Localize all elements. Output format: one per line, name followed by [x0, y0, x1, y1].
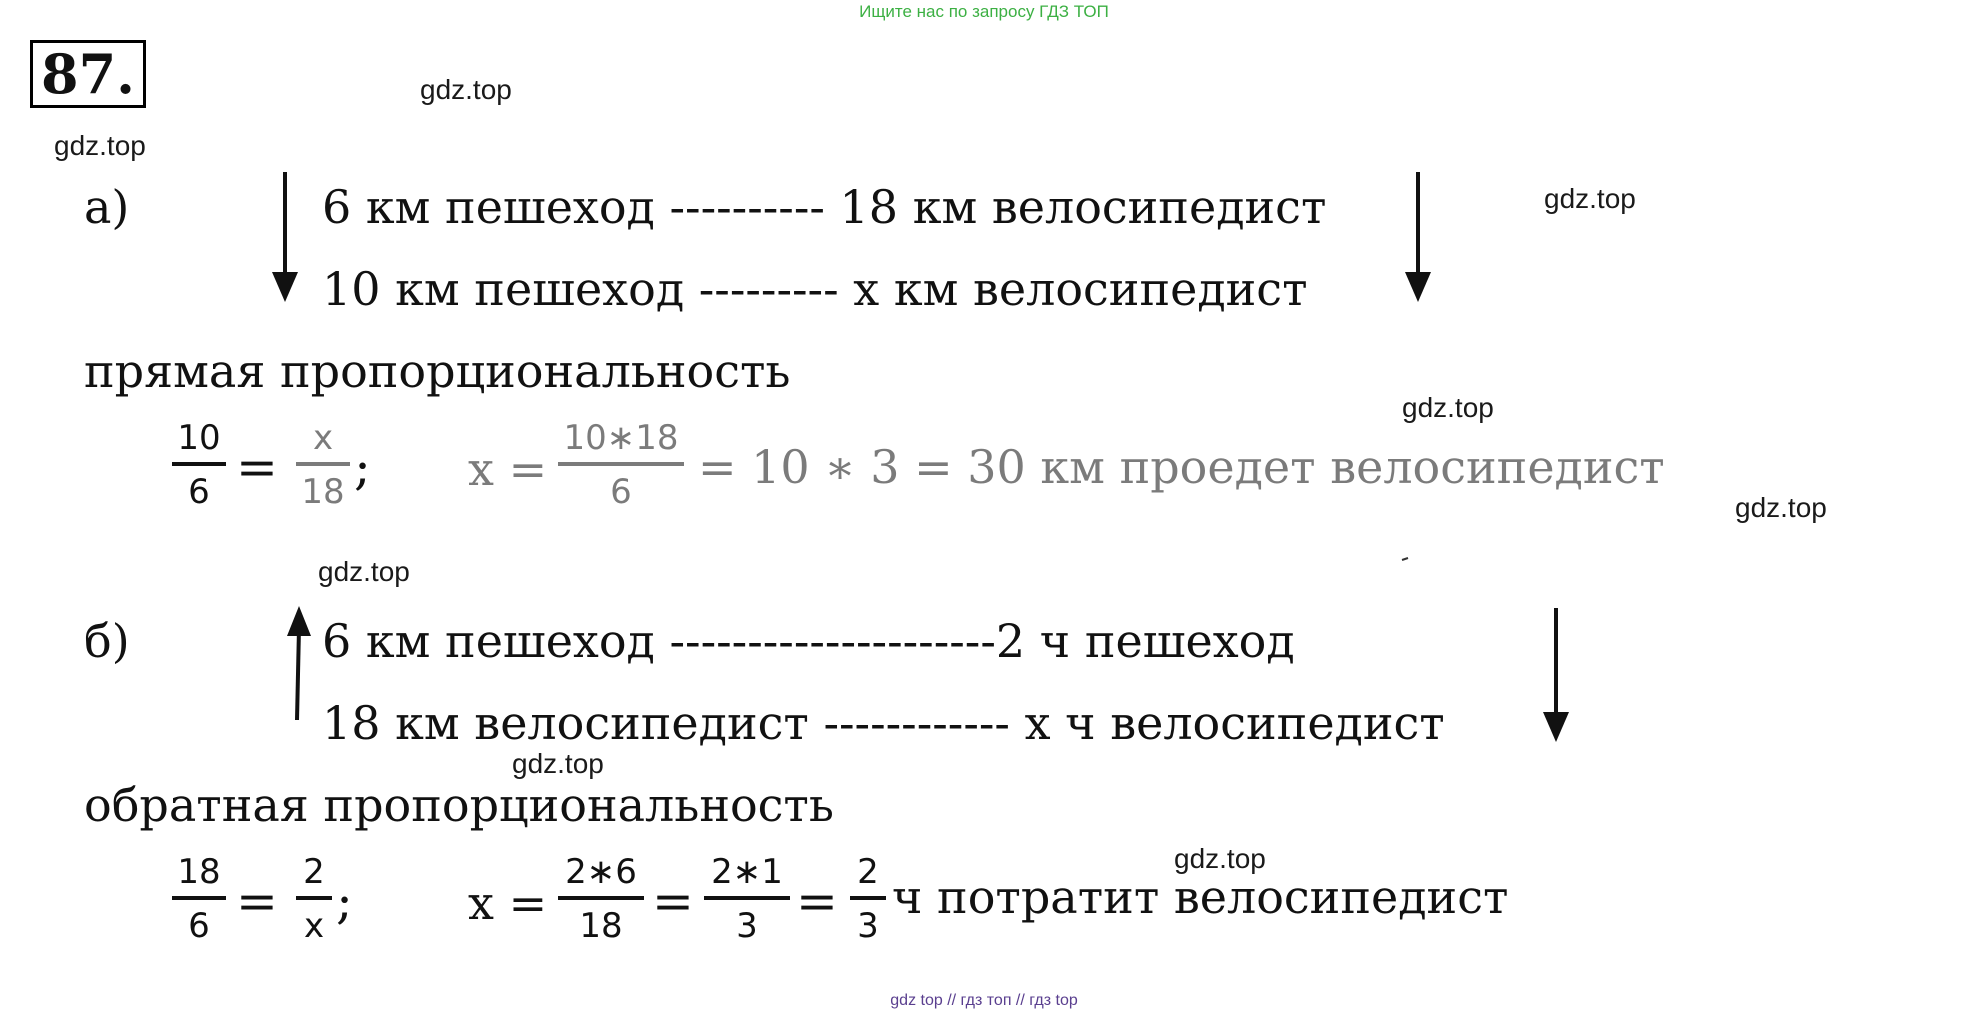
watermark: gdz.top — [318, 556, 410, 587]
fraction-numerator: 18 — [177, 852, 221, 892]
fraction-bar — [558, 896, 644, 900]
equals-sign: = — [652, 872, 694, 930]
part-a-label: а) — [84, 180, 130, 234]
fraction-bar — [172, 462, 226, 466]
problem-number: 87. — [30, 40, 146, 108]
part-a-eq-frac1 — [172, 418, 226, 512]
part-b-eq-frac2 — [296, 852, 332, 946]
down-arrow-right-b — [1543, 608, 1569, 742]
footer: gdz top // гдз топ // гдз top — [890, 992, 1078, 1009]
fraction-numerator: 2∗6 — [565, 852, 637, 892]
part-a-solution-x: х = — [468, 442, 548, 496]
watermark: gdz.top — [1544, 183, 1636, 214]
watermark: gdz.top — [1402, 392, 1494, 423]
part-b-label: б) — [84, 614, 130, 668]
fraction-bar — [296, 462, 350, 466]
part-b-proportion: обратная пропорциональность — [84, 778, 834, 832]
part-b-eq-frac1 — [172, 852, 226, 946]
fraction-denominator: 6 — [610, 472, 632, 512]
fraction-numerator: 2∗1 — [711, 852, 783, 892]
fraction-bar — [704, 896, 790, 900]
watermark: gdz.top — [1174, 843, 1266, 874]
fraction-denominator: х — [303, 906, 325, 946]
watermark: gdz.top — [1735, 492, 1827, 523]
fraction-denominator: 3 — [857, 906, 879, 946]
equals-sign: = — [796, 872, 838, 930]
fraction-numerator: 2 — [303, 852, 325, 892]
part-b-solution-frac3 — [850, 852, 886, 946]
part-b-solution-rest: ч потратит велосипедист — [892, 870, 1509, 924]
fraction-numerator: 10 — [177, 418, 221, 458]
fraction-numerator: х — [312, 418, 334, 458]
fraction-denominator: 6 — [188, 906, 210, 946]
equals-sign: = — [236, 438, 278, 496]
watermark: gdz.top — [420, 74, 512, 105]
equals-sign: = — [236, 872, 278, 930]
fraction-denominator: 6 — [188, 472, 210, 512]
stray-mark — [1402, 558, 1408, 560]
part-a-line1: 6 км пешеход ---------- 18 км велосипедист — [322, 180, 1327, 234]
part-b-solution-x: х = — [468, 876, 548, 930]
down-arrow-left-a — [272, 172, 298, 302]
fraction-numerator: 10∗18 — [563, 418, 679, 458]
part-a-eq-frac2 — [296, 418, 350, 512]
part-b-line2: 18 км велосипедист ------------ х ч велосипедист — [322, 696, 1445, 750]
fraction-numerator: 2 — [857, 852, 879, 892]
down-arrow-right-a — [1405, 172, 1431, 302]
part-a-solution-rest: = 10 ∗ 3 = 30 км проедет велосипедист — [698, 440, 1665, 494]
fraction-bar — [296, 896, 332, 900]
part-b-line1: 6 км пешеход ---------------------2 ч пешеход — [322, 614, 1295, 668]
fraction-bar — [172, 896, 226, 900]
part-b-solution-frac1 — [558, 852, 644, 946]
part-a-solution-frac — [558, 418, 684, 512]
part-a-line2: 10 км пешеход --------- х км велосипедист — [322, 262, 1308, 316]
fraction-bar — [558, 462, 684, 466]
fraction-denominator: 18 — [301, 472, 345, 512]
fraction-denominator: 3 — [736, 906, 758, 946]
semicolon: ; — [354, 438, 371, 496]
fraction-denominator: 18 — [579, 906, 623, 946]
up-arrow-left-b — [287, 606, 311, 720]
part-a-proportion: прямая пропорциональность — [84, 344, 791, 398]
watermark: gdz.top — [512, 748, 604, 779]
watermark: gdz.top — [54, 130, 146, 161]
fraction-bar — [850, 896, 886, 900]
semicolon: ; — [336, 872, 353, 930]
part-b-solution-frac2 — [704, 852, 790, 946]
top-banner: Ищите нас по запросу ГДЗ ТОП — [859, 2, 1109, 21]
